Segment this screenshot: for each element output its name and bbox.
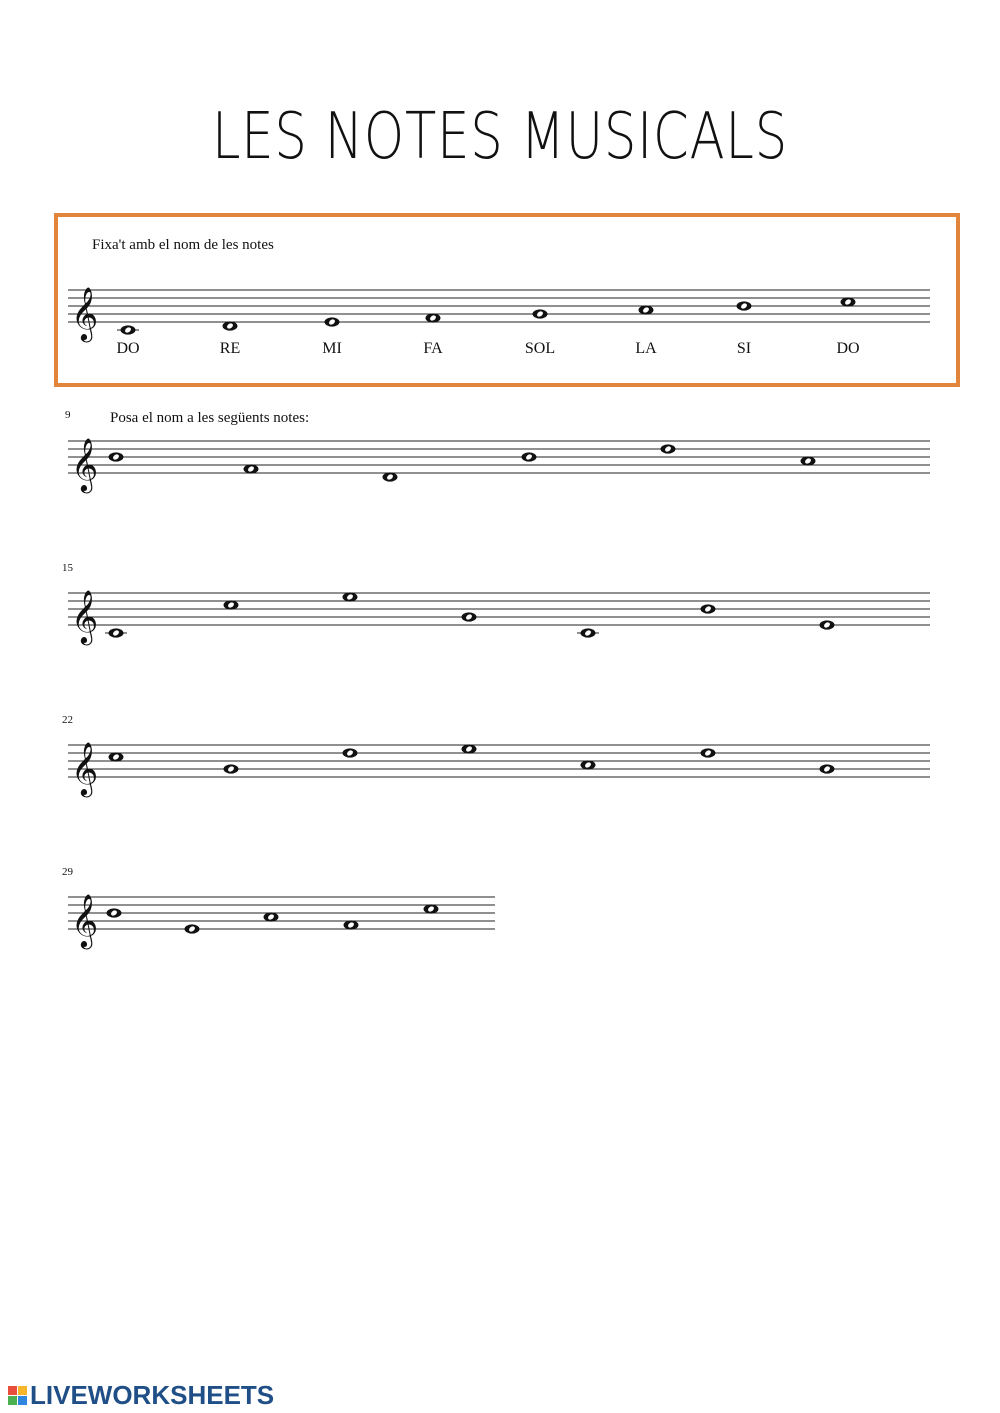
note-name-label: DO bbox=[836, 340, 860, 357]
treble-clef-icon: 𝄞 bbox=[71, 286, 99, 340]
footer-logo bbox=[8, 1380, 274, 1410]
note-name-label: MI bbox=[322, 340, 342, 357]
treble-clef-icon: 𝄞 bbox=[71, 893, 99, 947]
liveworksheets-logo-icon bbox=[8, 1386, 27, 1405]
note-name-label: LA bbox=[635, 340, 657, 357]
exercise-instruction: Posa el nom a les següents notes: bbox=[110, 410, 310, 426]
note-name-label: SOL bbox=[524, 340, 556, 357]
page-title: LES NOTES MUSICALS bbox=[211, 100, 789, 174]
reference-instruction: Fixa't amb el nom de les notes bbox=[92, 237, 274, 253]
measure-number: 29 bbox=[62, 866, 73, 878]
treble-clef-icon: 𝄞 bbox=[71, 589, 99, 643]
measure-number: 15 bbox=[62, 562, 73, 574]
note-name-label: SI bbox=[736, 340, 752, 357]
logo-block bbox=[18, 1396, 27, 1405]
logo-block bbox=[8, 1396, 17, 1405]
treble-clef-icon: 𝄞 bbox=[71, 437, 99, 491]
logo-block bbox=[8, 1386, 17, 1395]
footer-brand: LIVEWORKSHEETS bbox=[30, 1379, 275, 1410]
note-name-label: DO bbox=[116, 340, 140, 357]
note-name-label: RE bbox=[219, 340, 241, 357]
measure-number: 9 bbox=[65, 409, 71, 421]
measure-number: 22 bbox=[62, 714, 73, 726]
logo-block bbox=[18, 1386, 27, 1395]
treble-clef-icon: 𝄞 bbox=[71, 741, 99, 795]
note-name-label: FA bbox=[423, 340, 443, 357]
